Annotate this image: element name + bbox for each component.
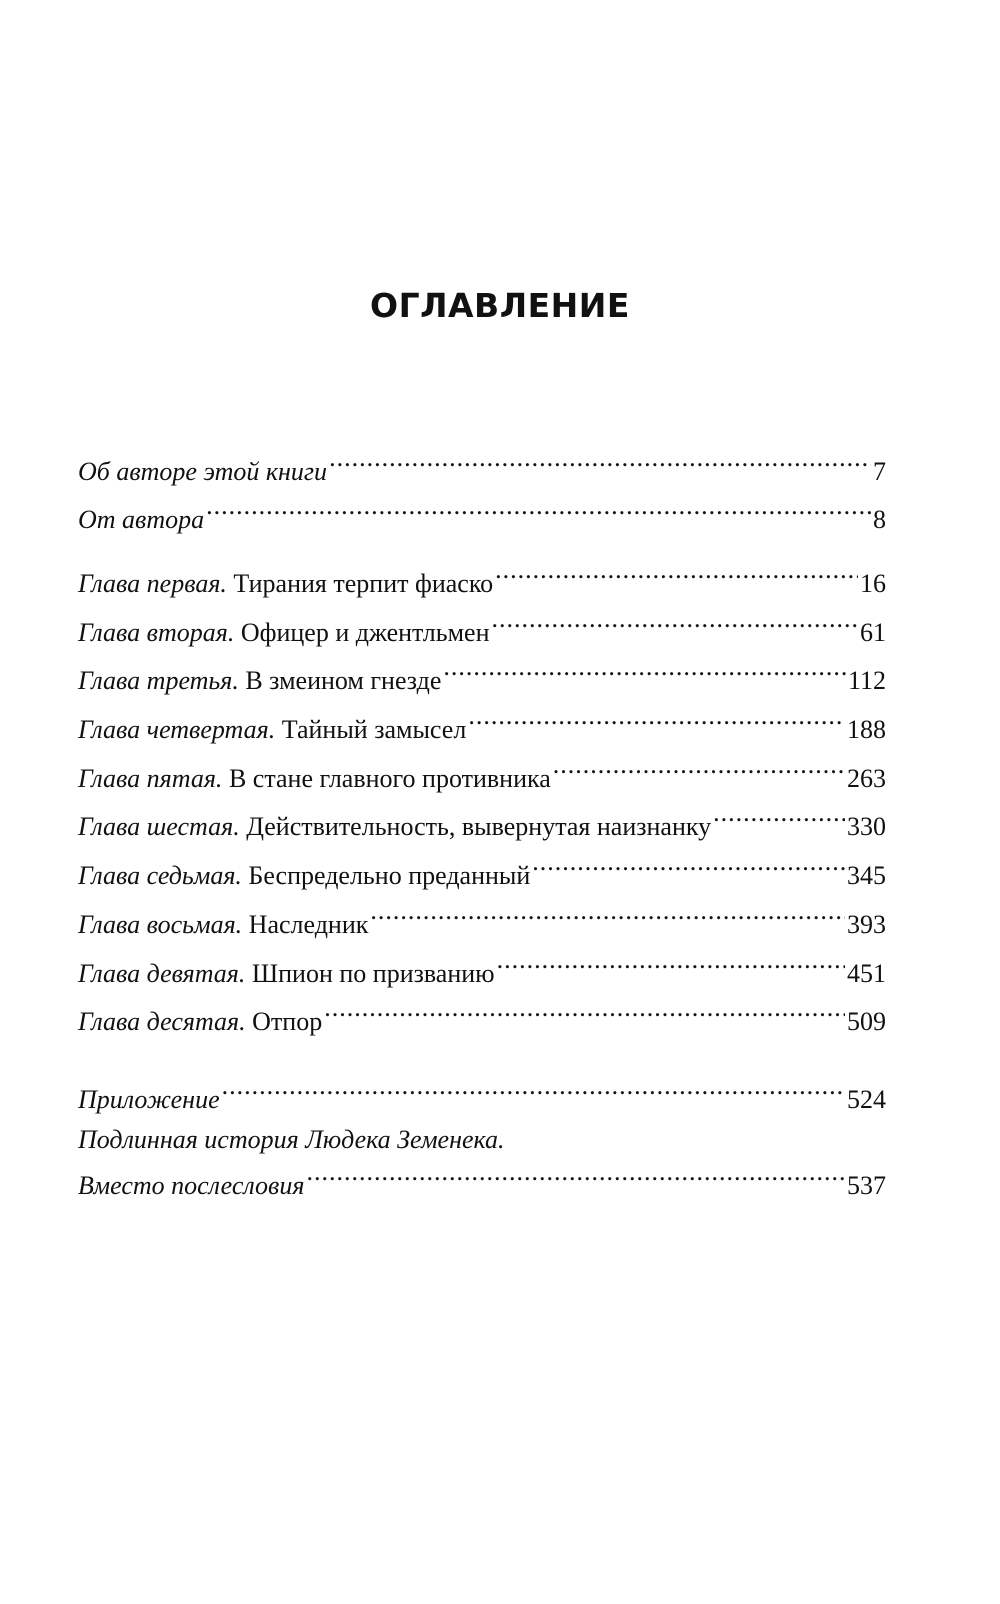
toc-page-number: 393 <box>847 910 886 939</box>
leader-dots <box>443 657 846 689</box>
toc-page-number: 509 <box>847 1007 886 1036</box>
leader-dots <box>370 901 845 933</box>
leader-dots <box>324 998 845 1030</box>
chapter-prefix: Глава шестая. <box>78 812 240 841</box>
toc-page-number: 263 <box>847 764 886 793</box>
chapter-title: Действительность, вывернутая наизнанку <box>246 812 712 841</box>
leader-dots <box>532 852 845 884</box>
page-title: ОГЛАВЛЕНИЕ <box>370 286 630 325</box>
toc-page-number: 451 <box>847 959 886 988</box>
toc-page-number: 8 <box>873 505 886 534</box>
toc-entry-from-author[interactable] <box>78 496 886 536</box>
toc-entry-chapter-2[interactable] <box>78 609 886 649</box>
leader-dots <box>497 950 845 982</box>
toc-page-number: 61 <box>860 618 886 647</box>
chapter-prefix: Глава восьмая. <box>78 910 243 939</box>
chapter-title: Отпор <box>252 1007 323 1036</box>
toc-entry-chapter-4[interactable] <box>78 706 886 746</box>
chapter-prefix: Глава третья. <box>78 666 239 695</box>
leader-dots <box>306 1162 845 1194</box>
toc-page-number: 345 <box>847 861 886 890</box>
leader-dots <box>492 609 859 641</box>
leader-dots <box>495 560 858 592</box>
toc-page-number: 537 <box>847 1171 886 1200</box>
toc-entry-chapter-1[interactable] <box>78 560 886 600</box>
chapter-title: Тирания терпит фиаско <box>233 569 494 598</box>
leader-dots <box>206 496 871 528</box>
toc-entry-chapter-6[interactable] <box>78 803 886 843</box>
chapter-prefix: Глава вторая. <box>78 618 235 647</box>
chapter-title: Офицер и джентльмен <box>240 618 490 647</box>
toc-entry-appendix[interactable] <box>78 1076 886 1116</box>
leader-dots <box>329 448 871 480</box>
toc-entry-afterword-line1[interactable]: Подлинная история Людека Земенека. <box>78 1125 505 1154</box>
toc-page-number: 188 <box>847 715 886 744</box>
toc-entry-chapter-5[interactable] <box>78 755 886 795</box>
chapter-title: Беспредельно преданный <box>248 861 531 890</box>
toc-page-number: 524 <box>847 1085 886 1114</box>
toc-entry-chapter-8[interactable] <box>78 901 886 941</box>
leader-dots <box>713 803 845 835</box>
toc-entry-chapter-10[interactable] <box>78 998 886 1038</box>
toc-entry-chapter-9[interactable] <box>78 950 886 990</box>
toc-page-number: 16 <box>860 569 886 598</box>
leader-dots <box>553 755 845 787</box>
chapter-title: В стане главного противника <box>228 764 551 793</box>
toc-page-number: 330 <box>847 812 886 841</box>
toc-entry-about-author[interactable] <box>78 448 886 488</box>
chapter-title: Тайный замысел <box>281 715 467 744</box>
toc-entry-label: Приложение <box>78 1085 220 1114</box>
leader-dots <box>222 1076 845 1108</box>
chapter-prefix: Глава первая. <box>78 569 227 598</box>
toc-page-number: 7 <box>873 457 886 486</box>
chapter-title: Шпион по призванию <box>251 959 495 988</box>
chapter-prefix: Глава пятая. <box>78 764 223 793</box>
chapter-title: Наследник <box>248 910 369 939</box>
chapter-prefix: Глава девятая. <box>78 959 246 988</box>
chapter-prefix: Глава седьмая. <box>78 861 242 890</box>
toc-page-number: 112 <box>847 666 886 695</box>
toc-entry-afterword[interactable] <box>78 1162 886 1202</box>
chapter-prefix: Глава четвертая. <box>78 715 276 744</box>
toc-entry-label: Вместо послесловия <box>78 1171 305 1200</box>
leader-dots <box>468 706 845 738</box>
chapter-title: В змеином гнезде <box>245 666 442 695</box>
toc-entry-chapter-7[interactable] <box>78 852 886 892</box>
toc-entry-chapter-3[interactable] <box>78 657 886 697</box>
toc-entry-label: Об авторе этой книги <box>78 457 328 486</box>
chapter-prefix: Глава десятая. <box>78 1007 246 1036</box>
toc-entry-label: От автора <box>78 505 205 534</box>
